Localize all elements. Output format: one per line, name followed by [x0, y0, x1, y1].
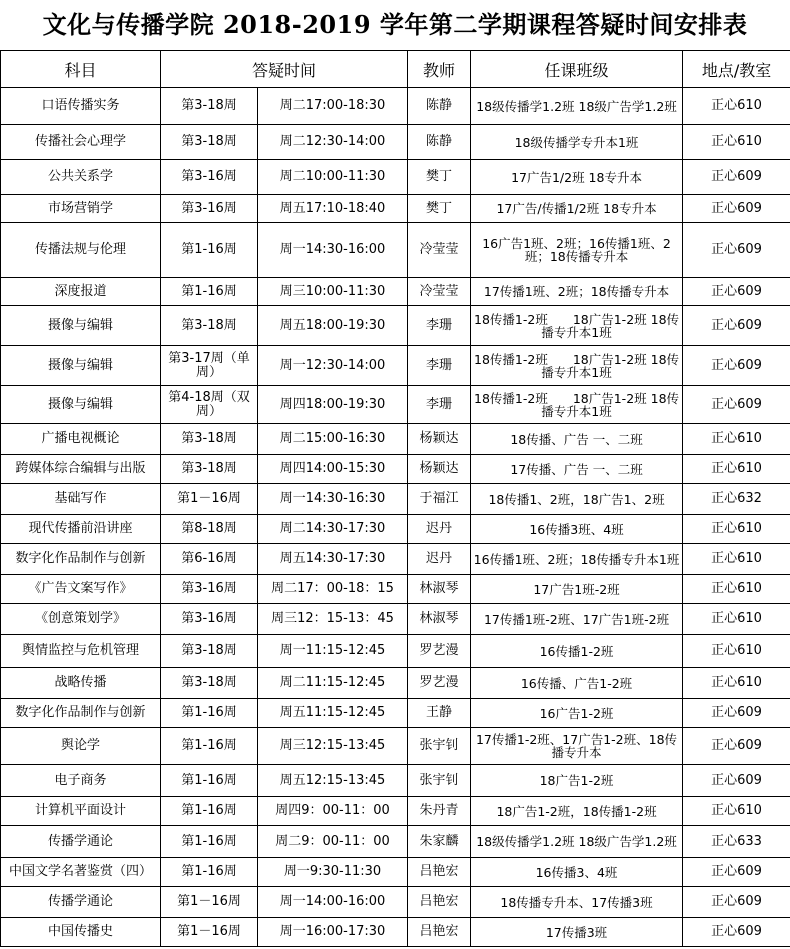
weeks-cell: 第1－16周: [161, 918, 258, 947]
weeks-cell: 第1－16周: [161, 887, 258, 918]
subject-cell: 口语传播实务: [1, 88, 161, 125]
table-row: [1, 728, 790, 765]
room-cell: 正心609: [683, 918, 790, 947]
room-cell: 正心609: [683, 386, 790, 424]
subject-cell: 深度报道: [1, 278, 161, 306]
header-subject: 科目: [1, 51, 161, 88]
teacher-cell: 李珊: [408, 346, 471, 386]
subject-cell: 基础写作: [1, 484, 161, 515]
time-cell: 周二17：00-18：15: [258, 575, 408, 604]
header-classes: 任课班级: [471, 51, 683, 88]
teacher-cell: 陈静: [408, 88, 471, 125]
weeks-cell: 第3-18周: [161, 306, 258, 346]
subject-cell: 传播学通论: [1, 887, 161, 918]
time-cell: 周一14:30-16:30: [258, 484, 408, 515]
classes-cell: 16广告1班、2班；16传播1班、2班；18传播专升本: [471, 223, 683, 278]
room-cell: 正心633: [683, 826, 790, 858]
weeks-cell: 第6-16周: [161, 544, 258, 575]
weeks-cell: 第3-17周（单周）: [161, 346, 258, 386]
time-cell: 周三12:15-13:45: [258, 728, 408, 765]
classes-cell: 17广告1/2班 18专升本: [471, 160, 683, 195]
classes-cell: 18级传播学专升本1班: [471, 125, 683, 160]
time-cell: 周四18:00-19:30: [258, 386, 408, 424]
classes-cell: 16传播3、4班: [471, 858, 683, 887]
classes-cell: 18传播1-2班 18广告1-2班 18传播专升本1班: [471, 346, 683, 386]
header-qa-time: 答疑时间: [161, 51, 408, 88]
teacher-cell: 张宇钊: [408, 765, 471, 797]
weeks-cell: 第3-16周: [161, 575, 258, 604]
table-row: [1, 668, 790, 699]
room-cell: 正心609: [683, 858, 790, 887]
time-cell: 周二12:30-14:00: [258, 125, 408, 160]
room-cell: 正心632: [683, 484, 790, 515]
time-cell: 周三12：15-13：45: [258, 604, 408, 635]
subject-cell: 现代传播前沿讲座: [1, 515, 161, 544]
subject-cell: 舆情监控与危机管理: [1, 635, 161, 668]
classes-cell: 17广告1班-2班: [471, 575, 683, 604]
page-title: 文化与传播学院 2018-2019 学年第二学期课程答疑时间安排表: [42, 10, 748, 39]
weeks-cell: 第3-18周: [161, 635, 258, 668]
table-row: [1, 160, 790, 195]
table-row: [1, 887, 790, 918]
teacher-cell: 杨颖达: [408, 455, 471, 484]
classes-cell: 16传播1班、2班；18传播专升本1班: [471, 544, 683, 575]
teacher-cell: 王静: [408, 699, 471, 728]
time-cell: 周一14:30-16:00: [258, 223, 408, 278]
time-cell: 周一12:30-14:00: [258, 346, 408, 386]
table-header: [1, 51, 790, 88]
weeks-cell: 第3-18周: [161, 88, 258, 125]
teacher-cell: 樊丁: [408, 195, 471, 223]
time-cell: 周三10:00-11:30: [258, 278, 408, 306]
schedule-table: [0, 50, 790, 947]
room-cell: 正心610: [683, 424, 790, 455]
time-cell: 周五18:00-19:30: [258, 306, 408, 346]
subject-cell: 计算机平面设计: [1, 797, 161, 826]
room-cell: 正心609: [683, 699, 790, 728]
room-cell: 正心610: [683, 604, 790, 635]
table-row: [1, 484, 790, 515]
subject-cell: 广播电视概论: [1, 424, 161, 455]
classes-cell: 18传播1-2班 18广告1-2班 18传播专升本1班: [471, 306, 683, 346]
table-row: [1, 604, 790, 635]
classes-cell: 18传播专升本、17传播3班: [471, 887, 683, 918]
teacher-cell: 吕艳宏: [408, 887, 471, 918]
weeks-cell: 第3-18周: [161, 455, 258, 484]
teacher-cell: 林淑琴: [408, 575, 471, 604]
table-row: [1, 223, 790, 278]
table-row: [1, 195, 790, 223]
teacher-cell: 林淑琴: [408, 604, 471, 635]
classes-cell: 16传播1-2班: [471, 635, 683, 668]
room-cell: 正心610: [683, 88, 790, 125]
time-cell: 周四9：00-11：00: [258, 797, 408, 826]
time-cell: 周二17:00-18:30: [258, 88, 408, 125]
teacher-cell: 冷莹莹: [408, 223, 471, 278]
table-row: [1, 918, 790, 947]
table-body: [1, 88, 790, 947]
room-cell: 正心609: [683, 887, 790, 918]
table-row: [1, 386, 790, 424]
teacher-cell: 李珊: [408, 306, 471, 346]
teacher-cell: 杨颖达: [408, 424, 471, 455]
classes-cell: 16广告1-2班: [471, 699, 683, 728]
subject-cell: 中国文学名著鉴赏（四）: [1, 858, 161, 887]
header-row: [1, 51, 790, 88]
subject-cell: 摄像与编辑: [1, 306, 161, 346]
table-row: [1, 515, 790, 544]
room-cell: 正心610: [683, 455, 790, 484]
room-cell: 正心609: [683, 306, 790, 346]
subject-cell: 传播法规与伦理: [1, 223, 161, 278]
time-cell: 周一16:00-17:30: [258, 918, 408, 947]
teacher-cell: 罗艺漫: [408, 635, 471, 668]
subject-cell: 战略传播: [1, 668, 161, 699]
teacher-cell: 张宇钊: [408, 728, 471, 765]
classes-cell: 18级传播学1.2班 18级广告学1.2班: [471, 88, 683, 125]
room-cell: 正心610: [683, 125, 790, 160]
classes-cell: 18级传播学1.2班 18级广告学1.2班: [471, 826, 683, 858]
room-cell: 正心609: [683, 278, 790, 306]
classes-cell: 17广告/传播1/2班 18专升本: [471, 195, 683, 223]
subject-cell: 跨媒体综合编辑与出版: [1, 455, 161, 484]
table-row: [1, 88, 790, 125]
weeks-cell: 第1-16周: [161, 728, 258, 765]
table-row: [1, 455, 790, 484]
table-row: [1, 306, 790, 346]
time-cell: 周一11:15-12:45: [258, 635, 408, 668]
room-cell: 正心609: [683, 160, 790, 195]
room-cell: 正心610: [683, 544, 790, 575]
teacher-cell: 于福江: [408, 484, 471, 515]
table-row: [1, 765, 790, 797]
weeks-cell: 第1-16周: [161, 826, 258, 858]
subject-cell: 中国传播史: [1, 918, 161, 947]
subject-cell: 摄像与编辑: [1, 346, 161, 386]
table-row: [1, 797, 790, 826]
weeks-cell: 第1-16周: [161, 223, 258, 278]
classes-cell: 17传播1班-2班、17广告1班-2班: [471, 604, 683, 635]
teacher-cell: 迟丹: [408, 544, 471, 575]
teacher-cell: 樊丁: [408, 160, 471, 195]
subject-cell: 数字化作品制作与创新: [1, 544, 161, 575]
time-cell: 周五17:10-18:40: [258, 195, 408, 223]
room-cell: 正心610: [683, 515, 790, 544]
time-cell: 周五14:30-17:30: [258, 544, 408, 575]
room-cell: 正心610: [683, 797, 790, 826]
time-cell: 周二11:15-12:45: [258, 668, 408, 699]
subject-cell: 《广告文案写作》: [1, 575, 161, 604]
time-cell: 周四14:00-15:30: [258, 455, 408, 484]
weeks-cell: 第3-16周: [161, 604, 258, 635]
weeks-cell: 第1-16周: [161, 765, 258, 797]
table-row: [1, 346, 790, 386]
header-teacher: 教师: [408, 51, 471, 88]
table-row: [1, 125, 790, 160]
subject-cell: 舆论学: [1, 728, 161, 765]
weeks-cell: 第8-18周: [161, 515, 258, 544]
room-cell: 正心610: [683, 575, 790, 604]
weeks-cell: 第3-18周: [161, 668, 258, 699]
time-cell: 周二9：00-11：00: [258, 826, 408, 858]
room-cell: 正心609: [683, 346, 790, 386]
weeks-cell: 第3-18周: [161, 125, 258, 160]
room-cell: 正心609: [683, 765, 790, 797]
subject-cell: 市场营销学: [1, 195, 161, 223]
room-cell: 正心610: [683, 635, 790, 668]
room-cell: 正心609: [683, 195, 790, 223]
time-cell: 周二15:00-16:30: [258, 424, 408, 455]
teacher-cell: 李珊: [408, 386, 471, 424]
weeks-cell: 第1-16周: [161, 797, 258, 826]
time-cell: 周二10:00-11:30: [258, 160, 408, 195]
subject-cell: 传播社会心理学: [1, 125, 161, 160]
subject-cell: 传播学通论: [1, 826, 161, 858]
room-cell: 正心609: [683, 728, 790, 765]
table-row: [1, 635, 790, 668]
subject-cell: 公共关系学: [1, 160, 161, 195]
table-row: [1, 278, 790, 306]
teacher-cell: 朱家麟: [408, 826, 471, 858]
weeks-cell: 第4-18周（双周）: [161, 386, 258, 424]
teacher-cell: 吕艳宏: [408, 858, 471, 887]
weeks-cell: 第1-16周: [161, 858, 258, 887]
subject-cell: 《创意策划学》: [1, 604, 161, 635]
table-row: [1, 424, 790, 455]
teacher-cell: 朱丹青: [408, 797, 471, 826]
classes-cell: 16传播、广告1-2班: [471, 668, 683, 699]
weeks-cell: 第1-16周: [161, 278, 258, 306]
teacher-cell: 冷莹莹: [408, 278, 471, 306]
classes-cell: 17传播1-2班、17广告1-2班、18传播专升本: [471, 728, 683, 765]
teacher-cell: 陈静: [408, 125, 471, 160]
subject-cell: 摄像与编辑: [1, 386, 161, 424]
table-row: [1, 575, 790, 604]
time-cell: 周二14:30-17:30: [258, 515, 408, 544]
classes-cell: 17传播1班、2班；18传播专升本: [471, 278, 683, 306]
classes-cell: 17传播3班: [471, 918, 683, 947]
table-row: [1, 544, 790, 575]
teacher-cell: 罗艺漫: [408, 668, 471, 699]
subject-cell: 数字化作品制作与创新: [1, 699, 161, 728]
classes-cell: 18传播1、2班，18广告1、2班: [471, 484, 683, 515]
weeks-cell: 第3-18周: [161, 424, 258, 455]
weeks-cell: 第1－16周: [161, 484, 258, 515]
classes-cell: 18广告1-2班: [471, 765, 683, 797]
classes-cell: 18广告1-2班，18传播1-2班: [471, 797, 683, 826]
classes-cell: 17传播、广告 一、二班: [471, 455, 683, 484]
time-cell: 周一9:30-11:30: [258, 858, 408, 887]
classes-cell: 16传播3班、4班: [471, 515, 683, 544]
table-row: [1, 699, 790, 728]
classes-cell: 18传播、广告 一、二班: [471, 424, 683, 455]
weeks-cell: 第3-16周: [161, 160, 258, 195]
time-cell: 周五12:15-13:45: [258, 765, 408, 797]
subject-cell: 电子商务: [1, 765, 161, 797]
weeks-cell: 第1-16周: [161, 699, 258, 728]
weeks-cell: 第3-16周: [161, 195, 258, 223]
table-row: [1, 858, 790, 887]
teacher-cell: 迟丹: [408, 515, 471, 544]
time-cell: 周一14:00-16:00: [258, 887, 408, 918]
table-row: [1, 826, 790, 858]
header-location: 地点/教室: [683, 51, 790, 88]
classes-cell: 18传播1-2班 18广告1-2班 18传播专升本1班: [471, 386, 683, 424]
room-cell: 正心609: [683, 223, 790, 278]
room-cell: 正心610: [683, 668, 790, 699]
time-cell: 周五11:15-12:45: [258, 699, 408, 728]
teacher-cell: 吕艳宏: [408, 918, 471, 947]
